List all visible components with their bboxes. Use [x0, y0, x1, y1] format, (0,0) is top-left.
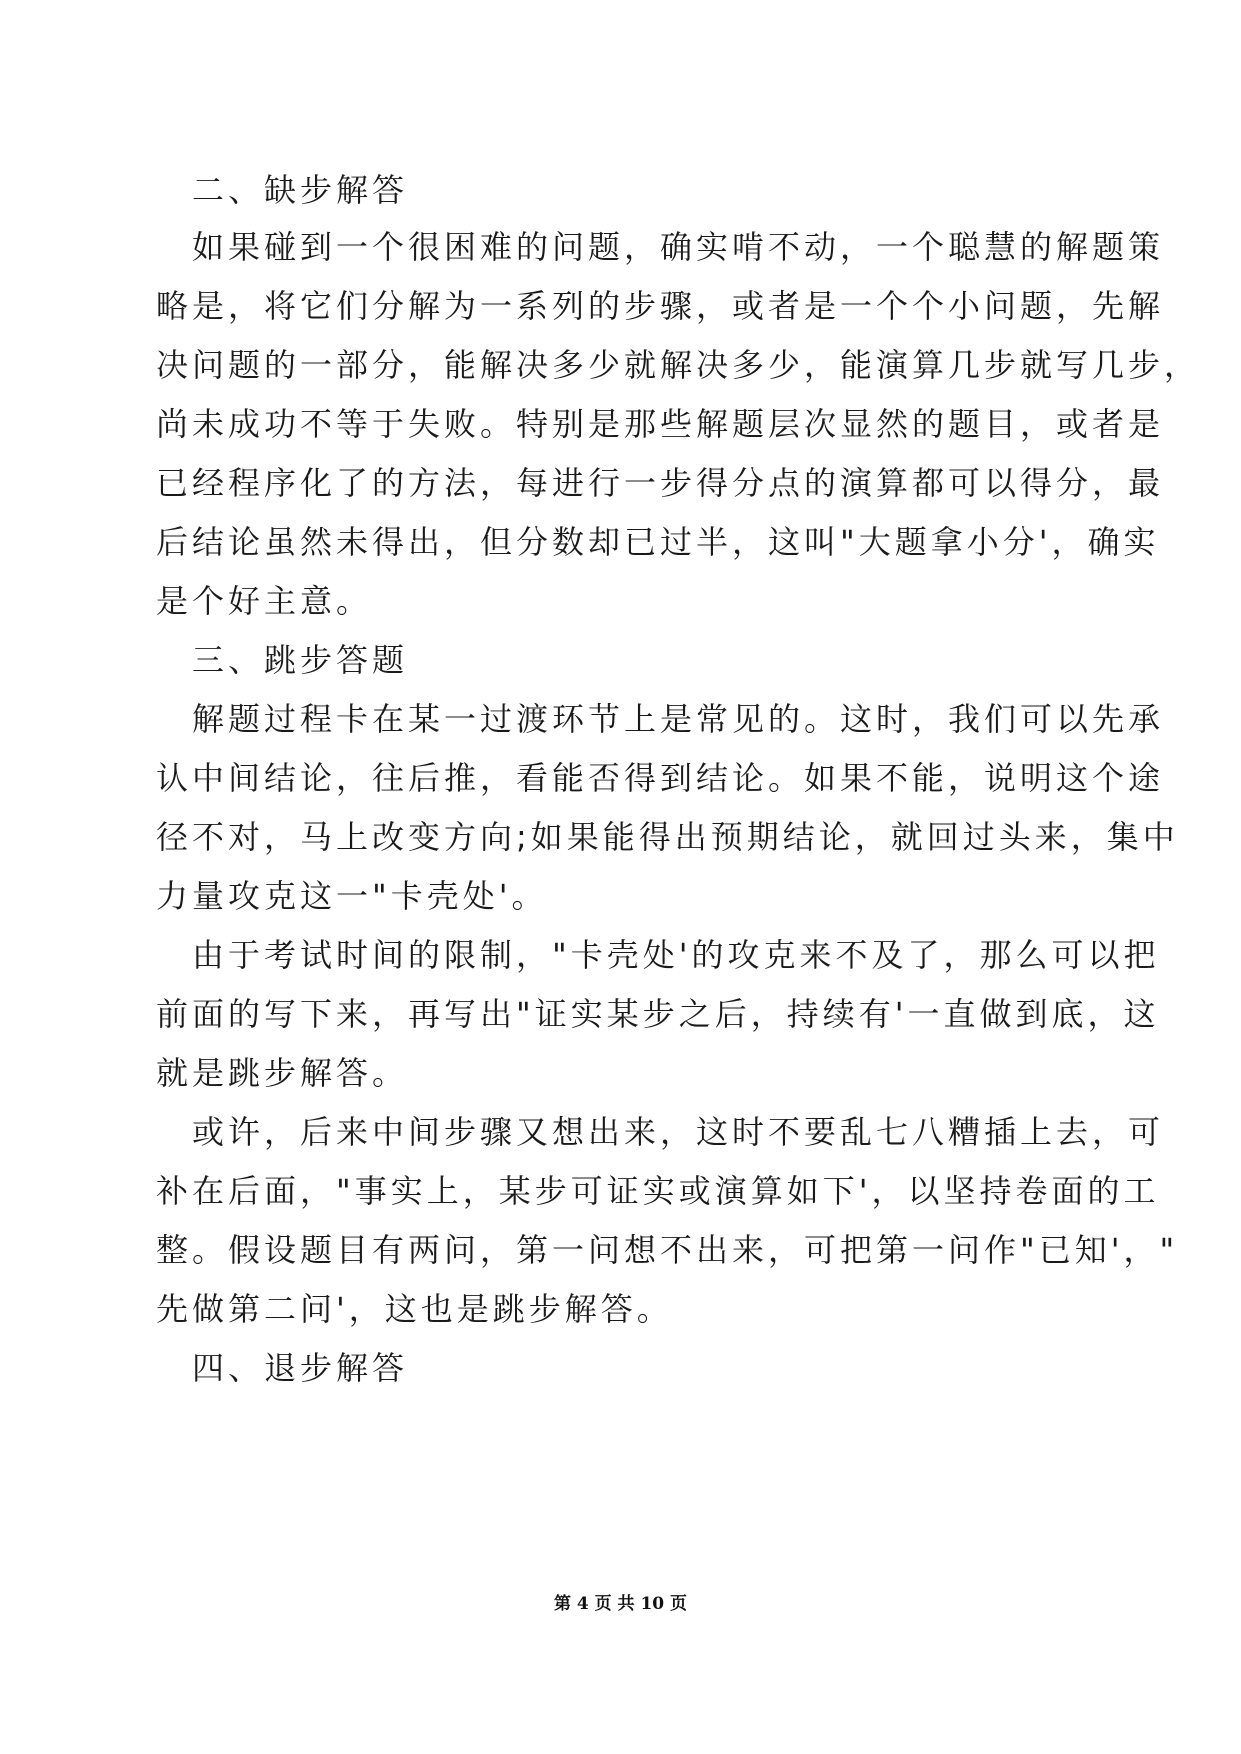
paragraph-line: 后结论虽然未得出，但分数却已过半，这叫"大题拿小分'，确实 [156, 523, 1160, 561]
paragraph-line: 略是，将它们分解为一系列的步骤，或者是一个个小问题，先解 [156, 287, 1165, 325]
paragraph-line: 已经程序化了的方法，每进行一步得分点的演算都可以得分，最 [156, 464, 1165, 502]
paragraph-line: 决问题的一部分，能解决多少就解决多少，能演算几步就写几步， [156, 346, 1201, 384]
paragraph-line: 由于考试时间的限制，"卡壳处'的攻克来不及了，那么可以把 [192, 936, 1160, 974]
paragraph-line: 先做第二问'，这也是跳步解答。 [156, 1290, 673, 1328]
paragraph-line: 整。假设题目有两问，第一问想不出来，可把第一问作"已知'，" [156, 1231, 1179, 1269]
paragraph-line: 补在后面，"事实上，某步可证实或演算如下'，以坚持卷面的工 [156, 1172, 1160, 1210]
section-heading: 二、缺步解答 [192, 171, 409, 209]
paragraph-line: 就是跳步解答。 [156, 1054, 409, 1092]
paragraph-line: 前面的写下来，再写出"证实某步之后，持续有'一直做到底，这 [156, 995, 1160, 1033]
paragraph-line: 认中间结论，往后推，看能否得到结论。如果不能，说明这个途 [156, 759, 1165, 797]
section-heading: 四、退步解答 [192, 1349, 409, 1387]
paragraph-line: 解题过程卡在某一过渡环节上是常见的。这时，我们可以先承 [192, 700, 1165, 738]
paragraph-line: 或许，后来中间步骤又想出来，这时不要乱七八糟插上去，可 [192, 1113, 1165, 1151]
paragraph-line: 如果碰到一个很困难的问题，确实啃不动，一个聪慧的解题策 [192, 228, 1165, 266]
section-heading: 三、跳步答题 [192, 641, 409, 679]
paragraph-line: 径不对，马上改变方向;如果能得出预期结论，就回过头来，集中 [156, 818, 1179, 856]
paragraph-line: 是个好主意。 [156, 582, 373, 620]
paragraph-line: 尚未成功不等于失败。特别是那些解题层次显然的题目，或者是 [156, 405, 1165, 443]
page-number-footer: 第 4 页 共 10 页 [553, 1594, 688, 1614]
paragraph-line: 力量攻克这一"卡壳处'。 [156, 877, 548, 915]
